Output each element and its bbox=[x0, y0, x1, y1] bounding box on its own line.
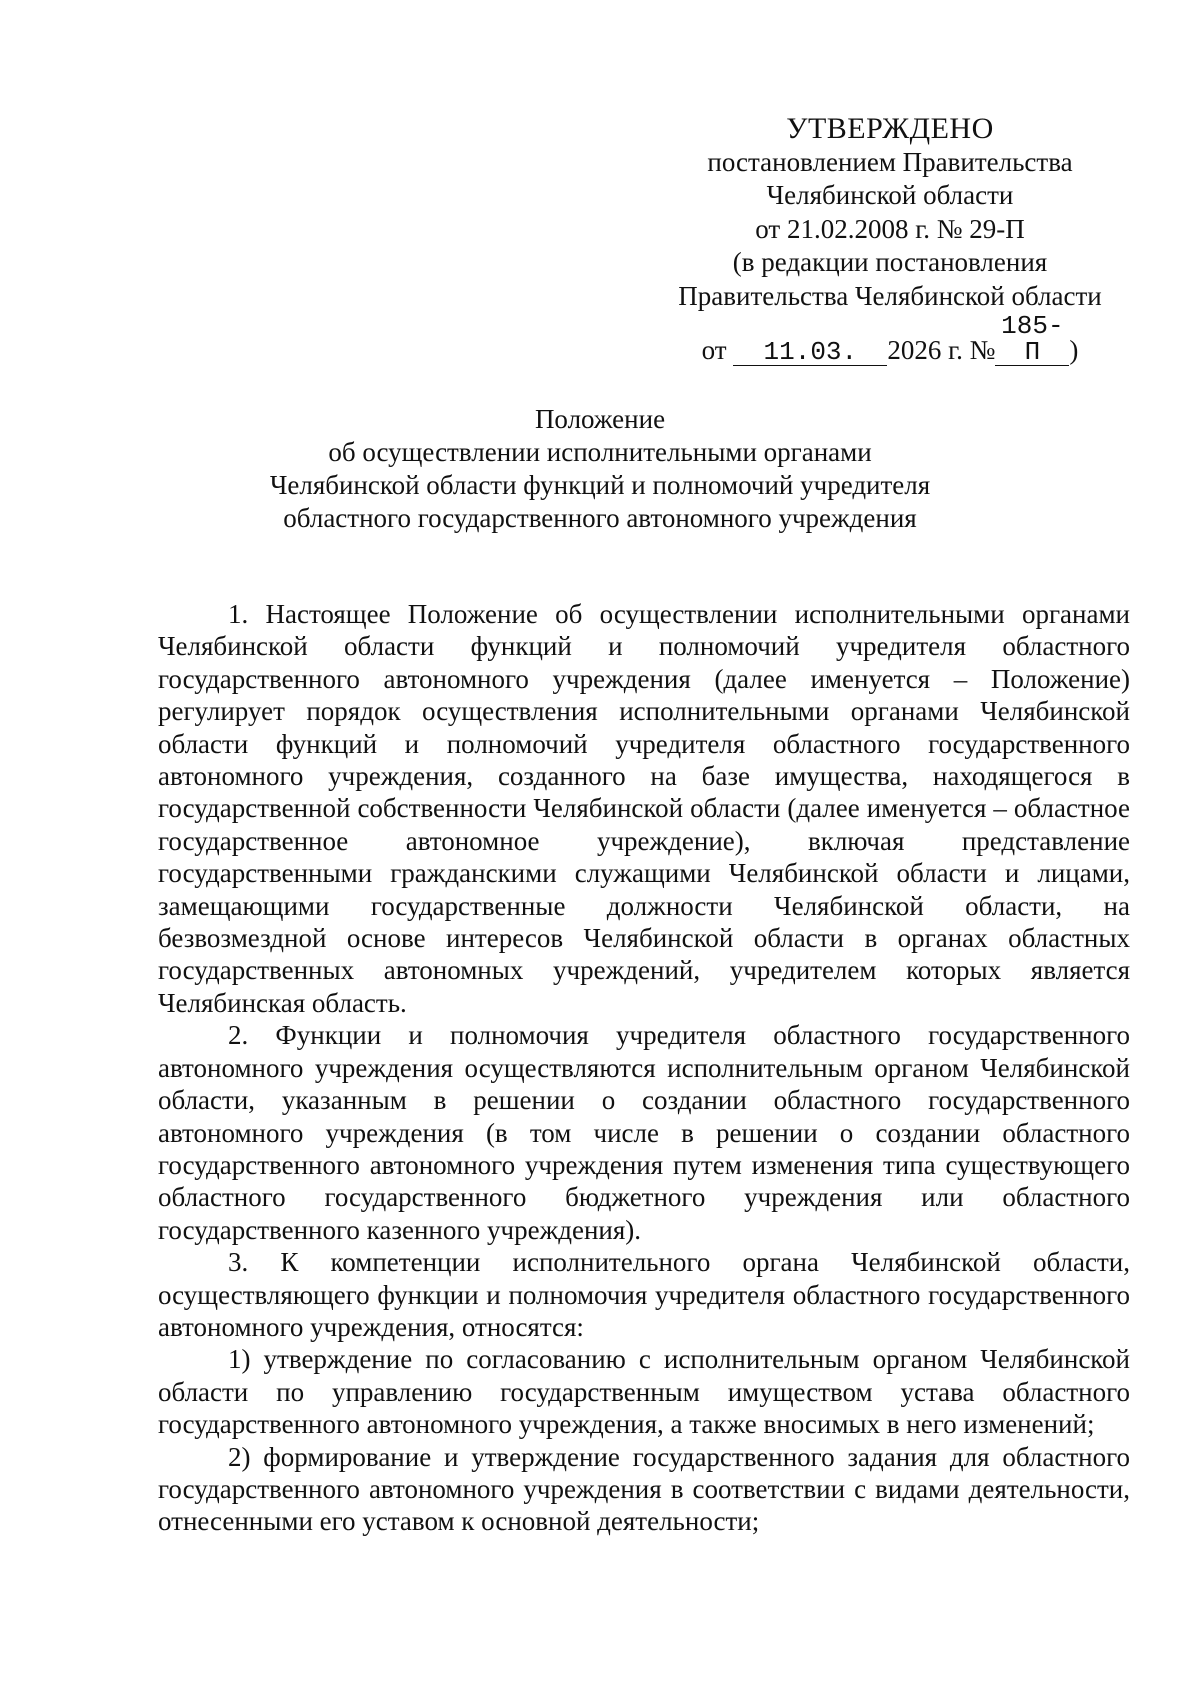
approval-line-5: Правительства Челябинской области bbox=[678, 280, 1102, 311]
edition-number-field: 185-П bbox=[995, 313, 1069, 366]
paragraph-3-item-2: 2) формирование и утверждение государственного задания для областного государственного автономного учреждения в соответствии с видами деятельности, отнесенными его уставом к основной деятельности; bbox=[158, 1441, 1130, 1537]
paragraph-2: 2. Функции и полномочия учредителя областного государственного автономного учреждения осуществляются исполнительным органом Челябинской области, указанным в решении о создании областного государственного автономного учреждения (в том числе в решении о создании областного государственного автономного учреждения путем изменения типа существующего областного государственного бюджетного учреждения или областного государственного казенного учреждения). bbox=[158, 1020, 1130, 1245]
edition-date-field: 11.03. bbox=[733, 339, 887, 366]
title-line-4: областного государственного автономного учреждения bbox=[283, 503, 917, 533]
title-line-3: Челябинской области функций и полномочий учредителя bbox=[269, 470, 931, 500]
approval-line-4: (в редакции постановления bbox=[732, 247, 1048, 277]
approval-line-2: Челябинской области bbox=[766, 180, 1014, 210]
edition-year: 2026 г. № bbox=[887, 335, 996, 365]
title-line-1: Положение bbox=[534, 404, 666, 434]
approval-line-1: постановлением Правительства bbox=[707, 146, 1073, 177]
approved-heading: УТВЕРЖДЕНО bbox=[786, 112, 994, 145]
paragraph-1: 1. Настоящее Положение об осуществлении исполнительными органами Челябинской области функций и полномочий учредителя областного государственного автономного учреждения (далее именуется – Положение) регулирует порядок осуществления исполнительными органами Челябинской области функций и полномочий учредителя областного государственного автономного учреждения, созданного на базе имущества, находящегося в государственной собственности Челябинской области (далее именуется – областное государственное автономное учреждение), включая представление государственными гражданскими служащими Челябинской области и лицами, замещающими государственные должности Челябинской области, на безвозмездной основе интересов Челябинской области в органах областных государственных автономных учреждений, учредителем которых является Челябинская область. bbox=[158, 599, 1130, 1018]
paragraph-3-item-1: 1) утверждение по согласованию с исполнительным органом Челябинской области по управлению государственным имуществом устава областного государственного автономного учреждения, а также вносимых в него изменений; bbox=[158, 1344, 1130, 1440]
edition-line bbox=[640, 313, 1140, 368]
document-body bbox=[158, 598, 1130, 1538]
edition-prefix: от bbox=[701, 335, 727, 365]
title-line-2: об осуществлении исполнительными органами bbox=[328, 437, 872, 467]
document-title bbox=[150, 403, 1050, 535]
approval-line-3: от 21.02.2008 г. № 29-П bbox=[755, 213, 1025, 244]
approval-stamp-block bbox=[640, 112, 1140, 368]
paragraph-3: 3. К компетенции исполнительного органа Челябинской области, осуществляющего функции и полномочия учредителя областного государственного автономного учреждения, относятся: bbox=[158, 1247, 1130, 1342]
edition-suffix: ) bbox=[1069, 335, 1079, 365]
